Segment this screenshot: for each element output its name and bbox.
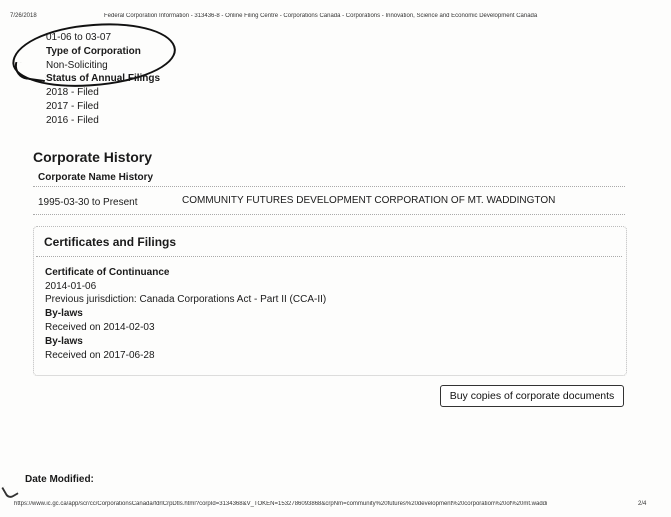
print-url: https://www.ic.gc.ca/app/scr/cc/CorporationsCanada/fdrlCrpDtls.html?corpId=3134368&V_TOKEN=1532786093868&crpNm=community%20futures%20development%20corporation%20of%20mt.waddi (14, 501, 548, 507)
print-date: 7/26/2018 (10, 13, 37, 19)
corporate-name-history-label: Corporate Name History (38, 172, 154, 183)
continuance-label: Certificate of Continuance (45, 267, 170, 278)
handwritten-circle-tail (13, 62, 47, 82)
bylaws-received: Received on 2017-06-28 (45, 350, 155, 361)
divider (33, 214, 625, 215)
bylaws-label: By-laws (45, 308, 83, 319)
print-page-number: 2/4 (638, 501, 647, 507)
print-title: Federal Corporation Information - 313436-8 - Online Filing Centre - Corporations Canada - Corporations - Innovation, Science and Economic Development Canada (104, 13, 538, 19)
annual-filing-item: 2017 - Filed (46, 101, 99, 112)
divider (33, 186, 625, 187)
annual-filings-label: Status of Annual Filings (46, 73, 161, 84)
previous-jurisdiction: Previous jurisdiction: Canada Corporations Act - Part II (CCA-II) (45, 294, 327, 305)
corporation-type-label: Type of Corporation (46, 46, 141, 57)
corporation-type-value: Non-Soliciting (46, 60, 108, 71)
annual-meeting-period: 01-06 to 03-07 (46, 32, 112, 43)
name-period: 1995-03-30 to Present (38, 197, 138, 208)
continuance-date: 2014-01-06 (45, 281, 97, 292)
annual-filing-item: 2018 - Filed (46, 87, 99, 98)
divider (36, 256, 622, 257)
date-modified-label: Date Modified: (25, 474, 94, 485)
annual-filing-item: 2016 - Filed (46, 115, 99, 126)
buy-documents-button[interactable]: Buy copies of corporate documents (440, 385, 624, 407)
certificates-title: Certificates and Filings (44, 235, 177, 249)
bylaws-label: By-laws (45, 336, 83, 347)
corporate-history-title: Corporate History (33, 149, 153, 165)
handwritten-mark (1, 482, 18, 500)
corporation-name: COMMUNITY FUTURES DEVELOPMENT CORPORATION OF MT. WADDINGTON (182, 195, 556, 206)
bylaws-received: Received on 2014-02-03 (45, 322, 155, 333)
